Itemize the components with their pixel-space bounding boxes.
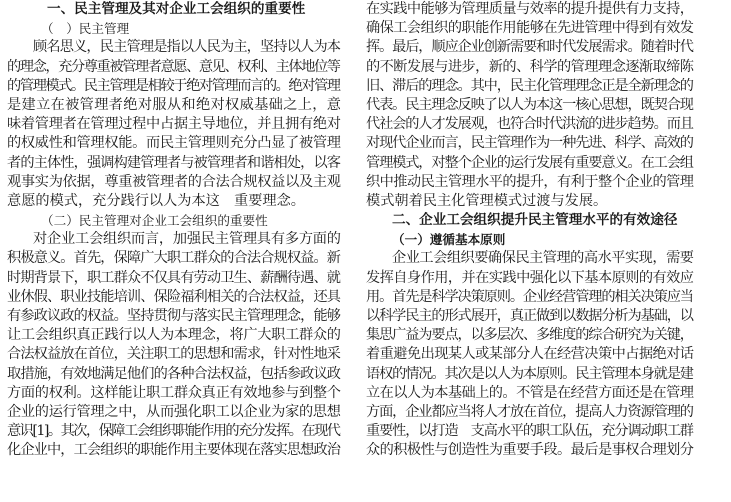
paragraph-line: 集思广益为要点，以多层次、多维度的综合研究为关键， — [366, 327, 693, 344]
section-heading: （二）民主管理对企业工会组织的重要性 — [41, 213, 268, 229]
paragraph-line: 味着管理者在管理过程中占据主导地位，并且拥有绝对 — [7, 116, 341, 133]
paragraph-line: 者的主体性，强调构建管理者与被管理者和谐相处，以客 — [7, 154, 341, 171]
paragraph-line: 意识[1]。其次，保障工会组织职能作用的充分发挥。在现代 — [7, 423, 340, 440]
paragraph-line: 业休假、职业技能培训、保险福利相关的合法权益，还具 — [7, 288, 341, 305]
section-heading: （一）遵循基本原则 — [392, 232, 506, 248]
paragraph-line: 众的积极性与创造性为重要手段。最后是事权合理划分 — [366, 442, 694, 459]
paragraph-line: 织中推动民主管理水平的提升，有利于整个企业的管理 — [366, 173, 694, 190]
paragraph-line: 有参政议政的权益。坚持贯彻与落实民主管理理念，能够 — [7, 308, 341, 324]
paragraph-line: 重要性，以打造 支高水平的职工队伍，充分调动职工群 — [366, 423, 693, 440]
paragraph-line: 方面的权利。这样能让职工群众真正有效地参与到整个 — [7, 384, 341, 401]
paragraph-line: 企业工会组织要确保民主管理的高水平实现，需要 — [392, 250, 694, 267]
paragraph-line: 在实践中能够为管理质量与效率的提升提供有力支持， — [366, 1, 694, 17]
paragraph-line: 以科学民主的形式展开，真正做到以数据分析为基础，以 — [366, 308, 693, 324]
paragraph-line: 确保工会组织的职能作用能够在先进管理中得到有效发 — [366, 20, 694, 37]
paragraph-line: 立在以人为本基础上的。不管是在经营方面还是在管理 — [366, 384, 694, 401]
paragraph-line: 挥。最后，顺应企业创新需要和时代发展需求。随着时代 — [366, 39, 693, 56]
paragraph-line: 旧、滞后的理念。其中，民主化管理理念正是全新理念的 — [366, 77, 693, 94]
right-column — [366, 0, 694, 461]
paragraph-line: 合法权益放在首位，关注职工的思想和需求，针对性地采 — [7, 346, 341, 363]
paragraph-line: 对现代企业而言，民主管理作为一种先进、科学、高效的 — [366, 135, 693, 152]
paragraph-line: 的权威性和管理权能。而民主管理则充分凸显了被管理 — [7, 135, 341, 152]
paragraph-line: 用。首先是科学决策原则。企业经营管理的相关决策应当 — [366, 288, 693, 305]
paragraph-line: 着重避免出现某人或某部分人在经营决策中占据绝对话 — [366, 346, 694, 363]
paragraph-line: 是建立在被管理者绝对服从和绝对权威基础之上，意 — [7, 96, 341, 113]
paragraph-line: 让工会组织真正践行以人为本理念，将广大职工群众的 — [7, 327, 341, 344]
paragraph-line: 的理念，充分尊重被管理者意愿、意见、权利、主体地位等 — [7, 58, 340, 75]
paragraph-line: 发挥自身作用，并在实践中强化以下基本原则的有效应 — [366, 269, 694, 286]
section-heading: 二、企业工会组织提升民主管理水平的有效途径 — [392, 212, 678, 229]
paragraph-line: 的不断发展与进步，新的、科学的管理理念逐渐取缔陈 — [366, 58, 694, 75]
paragraph-line: 时期背景下，职工群众不仅具有劳动卫生、薪酬待遇、就 — [7, 269, 341, 286]
paragraph-line: 顾名思义，民主管理是指以人民为主，坚持以人为本 — [33, 39, 341, 56]
paragraph-line: 方面，企业都应当将人才放在首位，提高人力资源管理的 — [366, 403, 693, 420]
paragraph-line: 管理模式，对整个企业的运行发展有重要意义。在工会组 — [366, 154, 693, 171]
paragraph-line: 取措施，有效地满足他们的各种合法权益，包括参政议政 — [7, 365, 341, 382]
section-heading: 一、民主管理及其对企业工会组织的重要性 — [47, 1, 306, 17]
paragraph-line: 对企业工会组织而言，加强民主管理具有多方面的 — [33, 231, 341, 248]
paragraph-line: 语权的情况。其次是以人为本原则。民主管理本身就是建 — [366, 365, 693, 382]
paragraph-line: 意愿的模式，充分践行以人为本这 重要理念。 — [7, 192, 305, 209]
left-column — [7, 0, 341, 461]
paragraph-line: 模式朝着民主化管理模式过渡与发展。 — [366, 192, 608, 209]
paragraph-line: 观事实为依据，尊重被管理者的合法合规权益以及主观 — [7, 173, 341, 190]
paragraph-line: 代表。民主理念反映了以人为本这一核心思想，既契合现 — [366, 96, 693, 113]
section-heading: （ ）民主管理 — [41, 21, 130, 37]
paragraph-line: 积极意义。首先，保障广大职工群众的合法合规权益。新 — [7, 250, 341, 267]
paragraph-line: 化企业中，工会组织的职能作用主要体现在落实思想政治 — [7, 442, 341, 459]
paragraph-line: 的管理模式。民主管理是相较于绝对管理而言的。绝对管理 — [7, 77, 340, 94]
paragraph-line: 代社会的人才发展观，也符合时代洪流的进步趋势。而且 — [366, 116, 693, 133]
paragraph-line: 企业的运行管理之中，从而强化职工以企业为家的思想 — [7, 403, 341, 420]
